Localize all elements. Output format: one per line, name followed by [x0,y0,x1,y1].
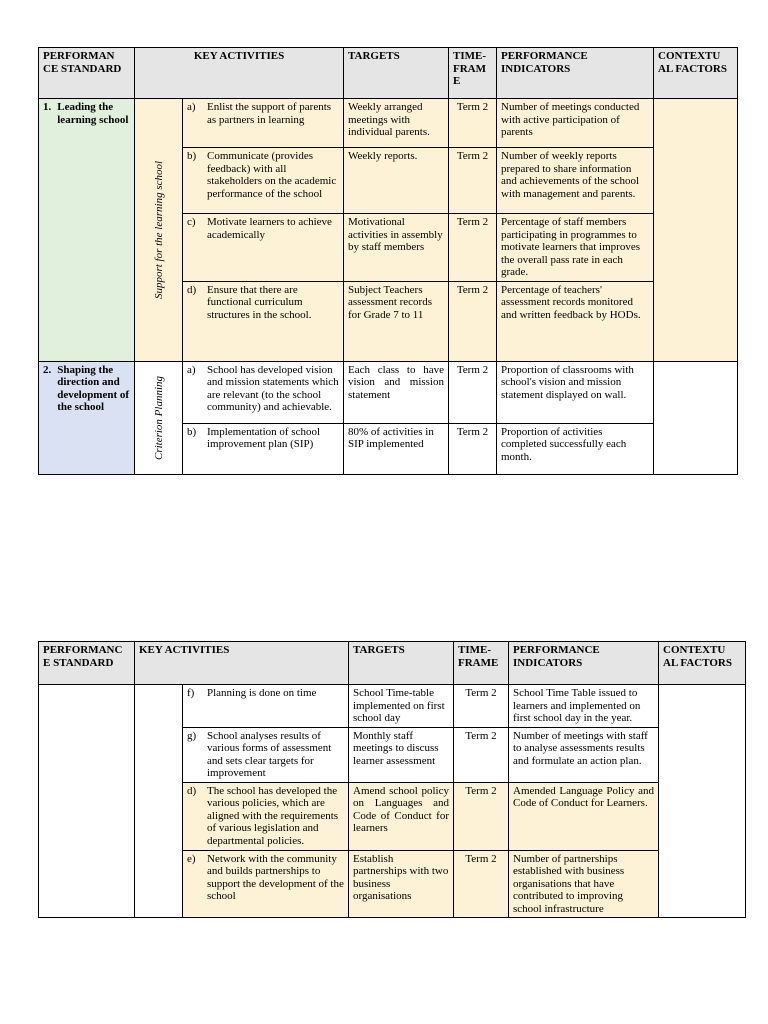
timeframe-cell: Term 2 [449,214,497,282]
activity-key: d) [187,283,197,296]
activity-text: Implementation of school improvement plan (SIP) [207,425,321,450]
standard-number: 1. [43,101,52,113]
header-timeframe: TIME- FRAME [454,642,509,685]
performance-table-2 [38,641,746,918]
indicator-cell: Number of weekly reports prepared to share information and achievements of the school with management and parents. [497,148,654,214]
contextual-cell [654,99,738,362]
activity-key: a) [187,101,196,113]
activity-cell [183,361,344,423]
header-row [39,642,746,685]
activity-text: School has developed vision and mission statements which are relevant (to the school community) and achievable. [207,363,339,413]
header-contextual: CONTEXTU AL FACTORS [659,642,746,685]
activity-key: b) [187,425,197,438]
timeframe-cell: Term 2 [454,782,509,850]
activity-cell [183,281,344,361]
activity-cell [183,99,344,148]
header-contextual: CONTEXTU AL FACTORS [654,48,738,99]
target-cell: Weekly arranged meetings with individual parents. [344,99,449,148]
timeframe-cell: Term 2 [454,727,509,782]
target-cell: Amend school policy on Languages and Code of Conduct for learners [349,782,454,850]
indicator-cell: Number of meetings with staff to analyse assessments results and formulate an action plan. [509,727,659,782]
indicator-cell: Proportion of classrooms with school's vision and mission statement displayed on wall. [497,361,654,423]
standard-cell [39,685,135,918]
activity-key: f) [187,687,195,699]
target-cell: Weekly reports. [344,148,449,214]
timeframe-cell: Term 2 [449,361,497,423]
indicator-cell: Percentage of staff members participating in programmes to motivate learners that improves the overall pass rate in each grade. [497,214,654,282]
activity-key: g) [187,729,197,742]
table-row [39,685,746,728]
target-cell: Establish partnerships with two business organisations [349,850,454,918]
indicator-cell: Number of partnerships established with business organisations that have contributed to improving school infrastructure [509,850,659,918]
criterion-label: Criterion Planning [152,375,165,460]
target-cell: Subject Teachers assessment records for Grade 7 to 11 [344,281,449,361]
activity-cell [183,727,349,782]
timeframe-cell: Term 2 [454,850,509,918]
indicator-cell: School Time Table issued to learners and implemented on first school day in the year. [509,685,659,728]
activity-cell [183,148,344,214]
target-cell: Monthly staff meetings to discuss learner assessment [349,727,454,782]
target-cell: Each class to have vision and mission statement [344,361,449,423]
activity-text: Planning is done on time [207,687,317,699]
criterion-label: Support for the learning school [152,160,165,299]
activity-cell [183,782,349,850]
activity-cell [183,214,344,282]
activity-key: d) [187,784,197,797]
target-cell: Motivational activities in assembly by staff members [344,214,449,282]
header-row [39,48,738,99]
table-row [39,361,738,423]
standard-title: Leading the learning school [57,101,129,126]
timeframe-cell: Term 2 [449,281,497,361]
activity-cell [183,850,349,918]
header-targets: TARGETS [344,48,449,99]
timeframe-cell: Term 2 [454,685,509,728]
activity-key: c) [187,216,196,228]
target-cell: 80% of activities in SIP implemented [344,423,449,474]
criterion-cell [135,685,183,918]
activity-text: Communicate (provides feedback) with all stakeholders on the academic performance of the school [207,150,337,200]
header-targets: TARGETS [349,642,454,685]
activity-key: e) [187,852,196,865]
indicator-cell: Percentage of teachers' assessment records monitored and written feedback by HODs. [497,281,654,361]
activity-text: School analyses results of various forms of assessment and sets clear targets for improvement [207,729,332,779]
indicator-cell: Number of meetings conducted with active participation of parents [497,99,654,148]
timeframe-cell: Term 2 [449,148,497,214]
header-standard: PERFORMAN CE STANDARD [39,48,135,99]
standard-number: 2. [43,363,52,376]
indicator-cell: Proportion of activities completed successfully each month. [497,423,654,474]
activity-key: b) [187,150,197,162]
table-row [39,99,738,148]
activity-text: The school has developed the various policies, which are aligned with the requirements of various legislation and departmental policies. [207,784,339,847]
criterion-cell [135,99,183,362]
header-indicators: PERFORMANCE INDICATORS [497,48,654,99]
activity-key: a) [187,363,196,376]
contextual-cell [654,361,738,474]
activity-text: Network with the community and builds partnerships to support the development of the school [207,852,344,902]
standard-title: Shaping the direction and development of the school [57,363,130,413]
header-indicators: PERFORMANCE INDICATORS [509,642,659,685]
timeframe-cell: Term 2 [449,423,497,474]
standard-1-cell [39,99,135,362]
activity-text: Motivate learners to achieve academically [207,216,332,241]
header-activities: KEY ACTIVITIES [135,48,344,99]
contextual-cell [659,685,746,918]
performance-table-1 [38,47,738,475]
activity-cell [183,423,344,474]
target-cell: School Time-table implemented on first school day [349,685,454,728]
header-standard: PERFORMANC E STANDARD [39,642,135,685]
timeframe-cell: Term 2 [449,99,497,148]
activity-cell [183,685,349,728]
header-activities: KEY ACTIVITIES [135,642,349,685]
standard-2-cell [39,361,135,474]
indicator-cell: Amended Language Policy and Code of Conduct for Learners. [509,782,659,850]
activity-text: Ensure that there are functional curriculum structures in the school. [207,283,312,321]
criterion-cell [135,361,183,474]
activity-text: Enlist the support of parents as partners in learning [207,101,332,126]
header-timeframe: TIME- FRAM E [449,48,497,99]
